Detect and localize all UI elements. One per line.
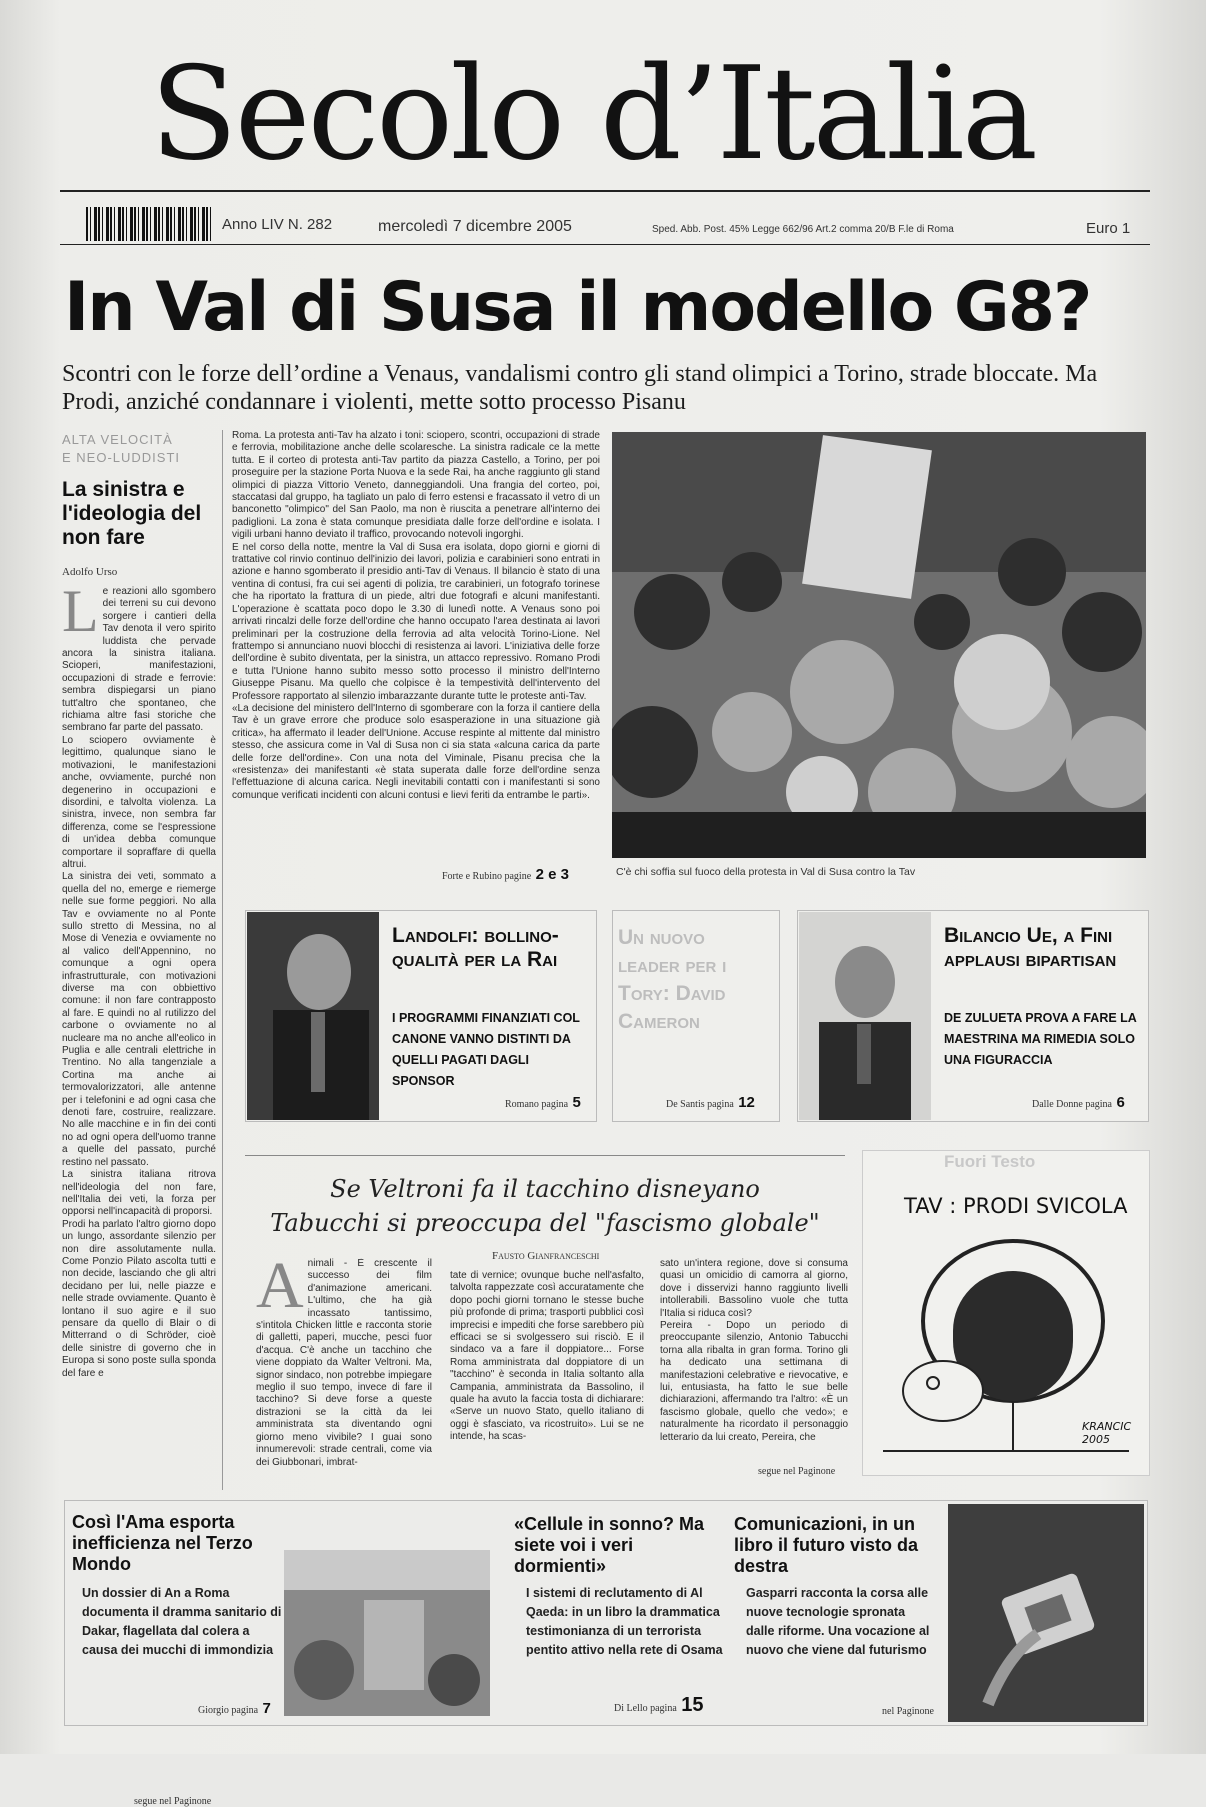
network-cable-graphic xyxy=(948,1504,1144,1722)
landolfi-photo xyxy=(247,912,379,1120)
comunicazioni-sub: Gasparri racconta la corsa alle nuove tecnologie spronata dalle riforme. Una vocazione al nuovo che viene dal futurismo xyxy=(746,1586,930,1657)
tory-ref-page: 12 xyxy=(738,1094,755,1111)
column-divider xyxy=(222,430,223,1490)
veltroni-col1: nimali - È crescente il successo dei film d'animazione americani. L'ultimo, che ha già incassato tantissimo, s'intitola Chicken little e racconta storie di galletti, paperi, mucche, pesci fuor d'acqua. C'è anche un tacchino che viene doppiato da Walter Veltroni. Ma, signor sindaco, non potrebbe impiegare meglio il suo tempo, invece di fare il tacchino? Si deve forse a queste distrazioni se la città da lei amministrata sta diventando ogni giorno meno vivibile? I guai sono innumerevoli: strade centrali, come via dei Giubbonari, imbrat- xyxy=(256,1258,432,1468)
tory-ref xyxy=(666,1094,755,1112)
veltroni-headline-2: Tabucchi si preoccupa del "fascismo globale" xyxy=(270,1209,820,1237)
comunicazioni-ref: nel Paginone xyxy=(882,1706,934,1717)
veltroni-author: Fausto Gianfranceschi xyxy=(492,1250,600,1262)
comunicazioni-title: Comunicazioni, in un libro il futuro visto da destra xyxy=(734,1514,918,1576)
cartoon-caption: TAV : PRODI SVICOLA xyxy=(904,1194,1128,1218)
lead-ref xyxy=(442,866,569,884)
barcode xyxy=(86,207,214,241)
bilancio-ref-page: 6 xyxy=(1116,1094,1125,1111)
veltroni-top-rule xyxy=(245,1155,845,1156)
bilancio-sub: DE ZULUETA PROVA A FARE LA MAESTRINA MA RIMEDIA SOLO UNA FIGURACCIA xyxy=(944,1011,1137,1067)
veltroni-col1-wrap xyxy=(256,1258,432,1476)
ama-ref-text: Giorgio pagina xyxy=(198,1705,259,1716)
ama-ref-page: 7 xyxy=(262,1700,271,1717)
lead-photo-caption: C'è chi soffia sul fuoco della protesta in Val di Susa contro la Tav xyxy=(616,866,916,878)
masthead-title: Secolo d’Italia xyxy=(150,40,1035,189)
lead-headline: In Val di Susa il modello G8? xyxy=(64,268,1091,347)
issue-price: Euro 1 xyxy=(1086,220,1131,237)
lead-photo xyxy=(612,432,1146,858)
bilancio-title: Bilancio Ue, a Fini applausi bipartisan xyxy=(944,924,1117,971)
bilancio-ref xyxy=(1032,1094,1125,1112)
issue-date: mercoledì 7 dicembre 2005 xyxy=(378,218,572,235)
veltroni-col3: sato un'intera regione, dove si consuma quasi un omicidio di camorra al giorno, dove i disservizi hanno raggiunto livelli intollerabili. Bassolino vuole che tutta l'Italia si riduca così? Pereira - Dopo un periodo di preoccupante silenzio, Antonio Tabucchi torna alla ribalta in gran forma. Torino gli ha dedicato una settimana di manifestazioni celebrative e rievocative, e lui, entusiasta, ha fatto le sue belle dichiarazioni, affermando tra l'altro: «È un fascismo globale, quello che vedo»; e naturalmente ha ricordato il personaggio letterario da lui creato, Pereira, che xyxy=(660,1258,848,1443)
issue-number: Anno LIV N. 282 xyxy=(222,216,333,233)
masthead-rule xyxy=(60,190,1150,192)
lead-ref-text: Forte e Rubino pagine xyxy=(442,871,532,882)
landolfi-photo-graphic xyxy=(247,912,379,1120)
cellule-sub: I sistemi di reclutamento di Al Qaeda: in un libro la drammatica testimonianza di un terrorista pentito attivo nella rete di Osama xyxy=(526,1586,723,1657)
landolfi-ref-text: Romano pagina xyxy=(505,1099,569,1110)
bilancio-photo-graphic xyxy=(799,912,931,1120)
comunicazioni-photo xyxy=(948,1504,1144,1722)
landolfi-sub: I PROGRAMMI FINANZIATI COL CANONE VANNO DISTINTI DA QUELLI PAGATI DAGLI SPONSOR xyxy=(392,1011,580,1088)
landolfi-ref xyxy=(505,1094,581,1112)
editorial-kicker-2: E NEO-LUDDISTI xyxy=(62,450,181,465)
editorial-body: e reazioni allo sgombero dei terreni su cui devono sorgere i cantieri della Tav denota il vero spirito luddista che pervade ancora la sinistra italiana. Scioperi, manifestazioni, occupazioni di strade e ferrovie: sembra dispiegarsi un piano tutt'altro che spontaneo, che richiama altre fasi storiche che sembrano far parte del passato. Lo sciopero ovviamente è legittimo, qualunque siano le motivazioni, le manifestazioni anche, ovviamente, purché non degenerino in occupazioni e disordini, e talvolta violenza. La sinistra, invece, non sembra far differenza, come se l'espressione di un'idea debba comunque comportare il sopraffare di quella altrui. La sinistra dei veti, sommato a quella del no, emerge e riemerge nelle sue forme peggiori. No alla Tav e ovviamente no al Ponte sullo stretto di Messina, no al Mose di Venezia e ovviamente no al valico dell'Appennino, no comunque a ogni opera infrastrutturale, con motivazioni diverse ma con obbiettivo comune: il non fare contrapposto al fare. E quindi no al rutilizzo del carbone o ovviamente no al nucleare ma no anche all'eolico in Puglia e alle centrali elettriche in Trentino. No alla tangenziale a Cortina ma anche ai termovalorizzatori, alle antenne per i telefonini e ad ogni casa che denoti fare, costruire, realizzare. No alle macchine e in fin dei conti no ad ogni opera dell'uomo tranne a quelle del passato, purché restino nel passato. La sinistra italiana ritrova nell'ideologia del non fare, nell'Italia dei veti, la forza per opporsi nell'incapacità di proporsi. Prodi ha parlato l'altro giorno dopo un lungo, assordante silenzio per non dire assolutamente nulla. Come Ponzio Pilato ascolta tutti e non decide, lasciando che gli altri decidano per lui, nelle piazze e nelle strade ovviamente. Quanto è lontano il suo agire e il suo pensare da quello di Blair o di Mitterrand o di Schröder, cioè delle sinistre di governo che in Europa si sono poste sulla sponda del fare e xyxy=(62,586,216,1379)
landolfi-ref-page: 5 xyxy=(572,1094,581,1111)
veltroni-col2: tate di vernice; ovunque buche nell'asfalto, talvolta rappezzate così accuratamente che dopo pochi giorni tornano le stesse buche più profonde di prima; trasporti pubblici così imprecisi e impediti che forse sarebbero più efficaci se si svolgessero sui risciò. E il sindaco va a fare il doppiatore... Forse Roma amministrata dal doppiatore di un "tacchino" è seconda in Italia soltanto alla Campania, amministrata da Bassolino, il quale ha avuto la faccia tosta di dichiarare: «Serve un nuovo Stato, quello italiano di oggi è sfasciato, va ricostruito». Lui se ne intende, ha scas- xyxy=(450,1270,644,1443)
veltroni-headline-1: Se Veltroni fa il tacchino disneyano xyxy=(330,1175,760,1203)
bilancio-ref-text: Dalle Donne pagina xyxy=(1032,1099,1112,1110)
issue-rule xyxy=(60,244,1150,245)
editorial-author: Adolfo Urso xyxy=(62,566,118,578)
cellule-ref-page: 15 xyxy=(681,1694,704,1716)
editorial-kicker-1: ALTA VELOCITÀ xyxy=(62,432,173,447)
tory-title: Un nuovo leader per i Tory: David Cameron xyxy=(618,926,727,1033)
ama-title: Così l'Ama esporta inefficienza nel Terzo Mondo xyxy=(72,1512,253,1574)
lead-subhead: Scontri con le forze dell’ordine a Venaus, vandalismi contro gli stand olimpici a Torino, strade bloccate. Ma Prodi, anziché condannare i violenti, mette sotto processo Pisanu xyxy=(62,361,1098,415)
editorial-ref: segue nel Paginone xyxy=(134,1796,212,1807)
cellule-title: «Cellule in sonno? Ma siete voi i veri dormienti» xyxy=(514,1514,705,1576)
editorial-dropcap: L xyxy=(62,586,99,644)
ama-photo xyxy=(284,1550,490,1716)
ama-sub: Un dossier di An a Roma documenta il dramma sanitario di Dakar, flagellata dal colera a causa dei mucchi di immondizia xyxy=(82,1586,282,1657)
veltroni-ref: segue nel Paginone xyxy=(758,1466,836,1477)
ama-photo-graphic xyxy=(284,1550,490,1716)
cartoon-signature: KRANCIC 2005 xyxy=(1082,1420,1132,1446)
cellule-ref-text: Di Lello pagina xyxy=(614,1703,677,1714)
lead-ref-pages: 2 e 3 xyxy=(535,866,569,883)
ama-ref xyxy=(198,1700,271,1718)
cellule-ref xyxy=(614,1694,703,1717)
lead-body: Roma. La protesta anti-Tav ha alzato i toni: sciopero, scontri, occupazioni di strade e ferrovia, mobilitazione anche delle scolaresche. La sinistra radicale ce la mette tutta. E il corteo di protesta anti-Tav partito da piazza Castello, a Torino, per poi proseguire per la stazione Porta Nuova e la sede Rai, ha anche raggiunto gli stand olimpici di piazza Vittorio Veneto, danneggiandoli. Una frangia del corteo, poi, staccatasi dal gruppo, ha tagliato un palo di ferro estensi e fracassato il vetro di un banconetto "olimpico" del San Paolo, ma non è riuscita a penetrare all'interno dei padiglioni. La zona è stata comunque presidiata dalle forze dell'ordine e isolata. I vigili urbani hanno deviato il traffico, provocando notevoli ingorghi. E nel corso della notte, mentre la Val di Susa era isolata, dopo giorni e giorni di trattative col rinvio continuo dell'inizio dei lavori, polizia e carabinieri sono entrati in azione e hanno sgomberato il presidio anti-Tav di Venaus. Il bilancio è stato di una ventina di contusi, fra cui sei agenti di polizia, tre carabinieri, un fotografo torinese che ha riportato la frattura di un piede, altri due fotografi e alcuni manifestanti. L'operazione è scattata poco dopo le 3.30 di lunedì notte. A Venaus sono poi arrivati rincalzi delle forze dell'ordine che hanno occupato l'area destinata ai lavori preliminari per la costruzione della ferrovia ad alta velocità Torino-Lione. Nel frattempo si annunciano nuovi blocchi di resistenza ai lavori. L'iniziativa delle forze dell'ordine è subito diventata, per la sinistra, un attacco repressivo. Romano Prodi e tutta l'Unione hanno subito messo sotto processo il ministro dell'Interno Giuseppe Pisanu. Ma quello che colpisce è la tempestività dell'intervento del Professore rapportato al silenzio imbarazzante durante tutte le proteste anti-Tav. «La decisione del ministero dell'Interno di sgomberare con la forza il cantiere della Tav è un grave errore che produce solo esasperazione in una situazione già critica», ha affermato il leader dell'Unione. Accuse respinte al mittente dal ministro stesso, che assicura come in Val di Susa non ci sia stata «alcuna carica da parte delle forze dell'ordine». Con una nota del Viminale, Pisanu precisa che la «resistenza» dei manifestanti «è stata superata dalle forze dell'ordine senza l'effettuazione di alcuna carica. Negli inevitabili contatti con i manifestanti si sono comunque verificati incidenti con alcuni contusi e lievi feriti da entrambe le parti». xyxy=(232,430,600,801)
tory-ref-text: De Santis pagina xyxy=(666,1099,734,1110)
landolfi-title: Landolfi: bollino-qualità per la Rai xyxy=(392,924,559,971)
postal-info: Sped. Abb. Post. 45% Legge 662/96 Art.2 comma 20/B F.le di Roma xyxy=(652,224,954,235)
crowd-photo-graphic xyxy=(612,432,1146,858)
editorial-title: La sinistra e l'ideologia del non fare xyxy=(62,478,202,549)
bilancio-photo xyxy=(799,912,931,1120)
cartoon-label: Fuori Testo xyxy=(944,1152,1036,1171)
veltroni-dropcap: A xyxy=(256,1258,304,1322)
